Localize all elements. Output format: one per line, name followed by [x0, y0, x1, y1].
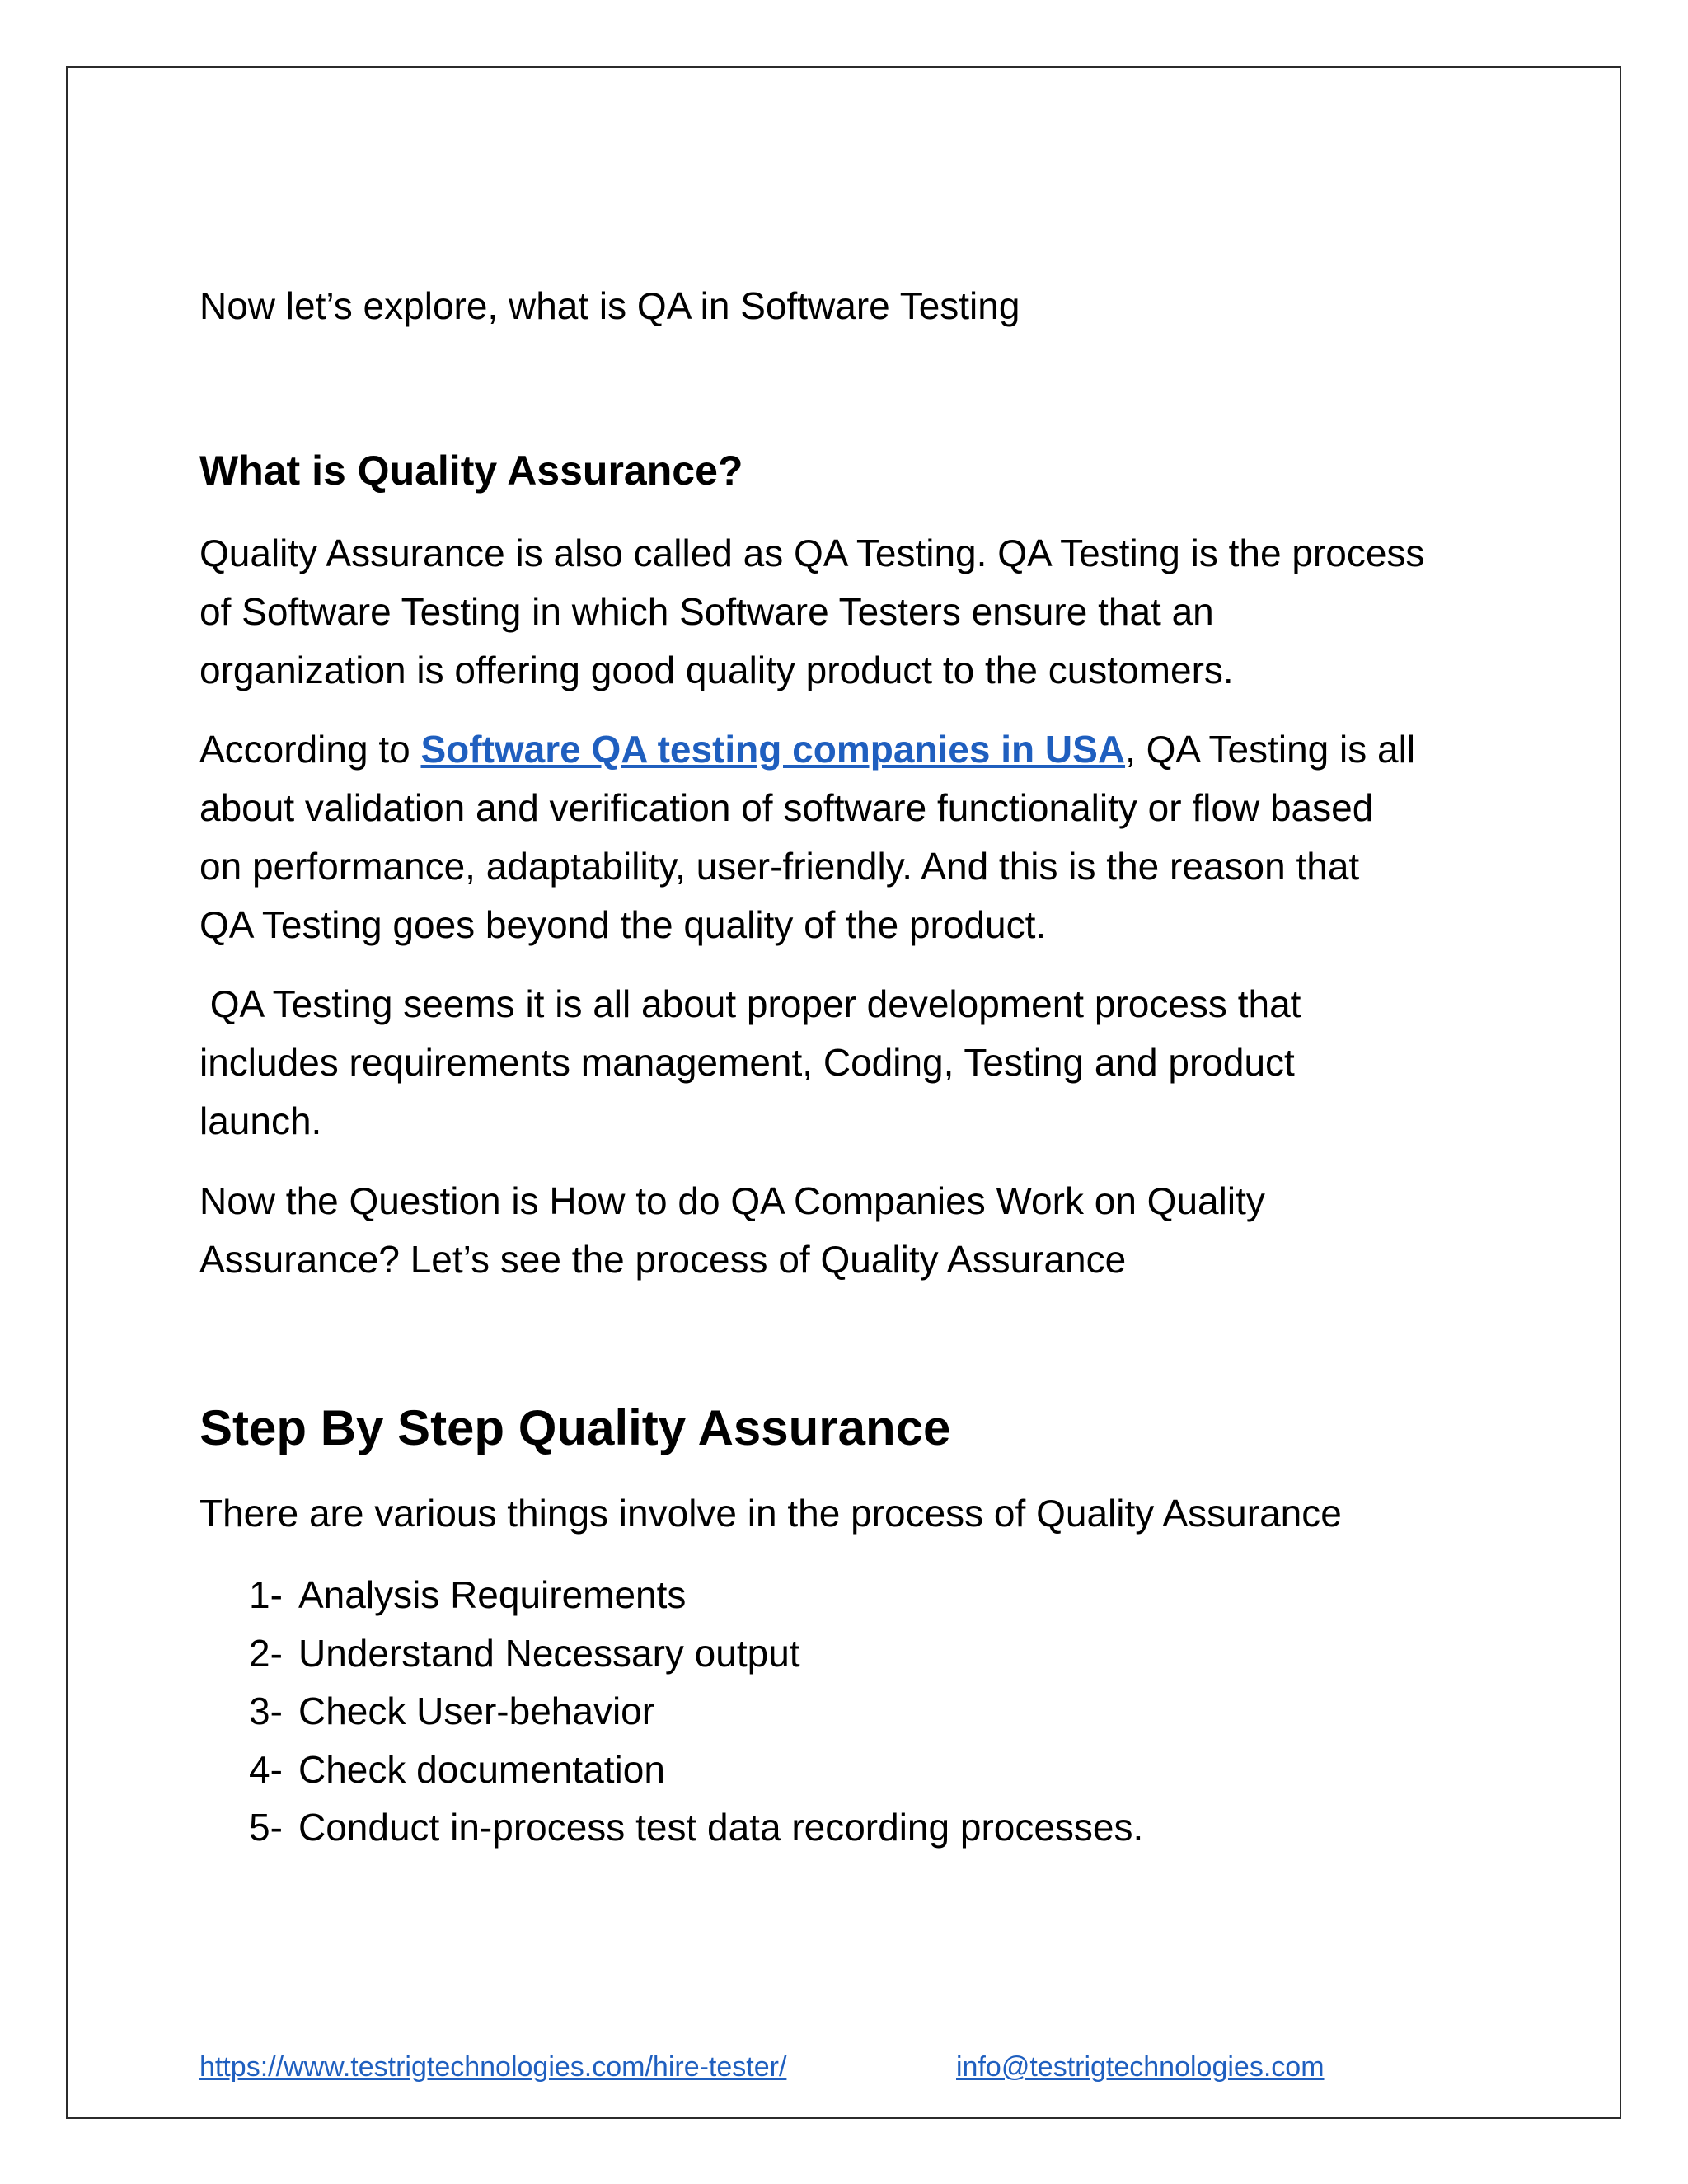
paragraph-line: QA Testing goes beyond the quality of the product.	[199, 903, 1047, 946]
paragraph-line: Now the Question is How to do QA Companies Work on Quality	[199, 1179, 1265, 1222]
paragraph-line: on performance, adaptability, user-friendly. And this is the reason that	[199, 845, 1360, 888]
list-item-text: Conduct in-process test data recording processes.	[298, 1806, 1144, 1849]
paragraph-line: organization is offering good quality product to the customers.	[199, 649, 1234, 691]
paragraph-suffix: , QA Testing is all	[1125, 728, 1416, 771]
paragraph-line: about validation and verification of software functionality or flow based	[199, 786, 1374, 829]
paragraph-line: of Software Testing in which Software Testers ensure that an	[199, 590, 1214, 633]
list-item	[249, 1624, 1143, 1683]
steps-intro-text: There are various things involve in the process of Quality Assurance	[199, 1492, 1342, 1535]
list-item-text: Check User-behavior	[298, 1690, 655, 1732]
paragraph-line: launch.	[199, 1099, 322, 1142]
footer-email-link[interactable]: info@testrigtechnologies.com	[956, 2051, 1325, 2083]
paragraph-line: Assurance? Let’s see the process of Quality Assurance	[199, 1238, 1127, 1281]
list-item-text: Understand Necessary output	[298, 1631, 800, 1675]
paragraph-prefix: According to	[199, 728, 421, 771]
list-item-text: Analysis Requirements	[298, 1573, 687, 1616]
list-item	[249, 1741, 1143, 1799]
paragraph-line: includes requirements management, Coding, Testing and product	[199, 1041, 1295, 1084]
software-qa-companies-link[interactable]: Software QA testing companies in USA	[420, 728, 1126, 771]
section-heading-what-is-qa: What is Quality Assurance?	[199, 448, 743, 494]
paragraph-line: Quality Assurance is also called as QA Testing. QA Testing is the process	[199, 532, 1425, 574]
list-item	[249, 1566, 1143, 1624]
list-item-number: 3-	[249, 1690, 283, 1732]
list-item-number: 2-	[249, 1631, 283, 1675]
footer-website-link[interactable]: https://www.testrigtechnologies.com/hire-tester/	[199, 2051, 787, 2083]
list-item-number: 1-	[249, 1573, 283, 1616]
list-item-number: 5-	[249, 1806, 283, 1849]
list-item	[249, 1682, 1143, 1741]
list-item-number: 4-	[249, 1747, 283, 1791]
intro-text: Now let’s explore, what is QA in Software Testing	[199, 284, 1020, 327]
section-heading-step-by-step: Step By Step Quality Assurance	[199, 1400, 951, 1455]
list-item	[249, 1798, 1143, 1857]
list-item-text: Check documentation	[298, 1747, 665, 1791]
qa-steps-list	[249, 1566, 1143, 1857]
paragraph-line: QA Testing seems it is all about proper development process that	[199, 982, 1301, 1025]
paragraph-line	[199, 720, 1415, 779]
